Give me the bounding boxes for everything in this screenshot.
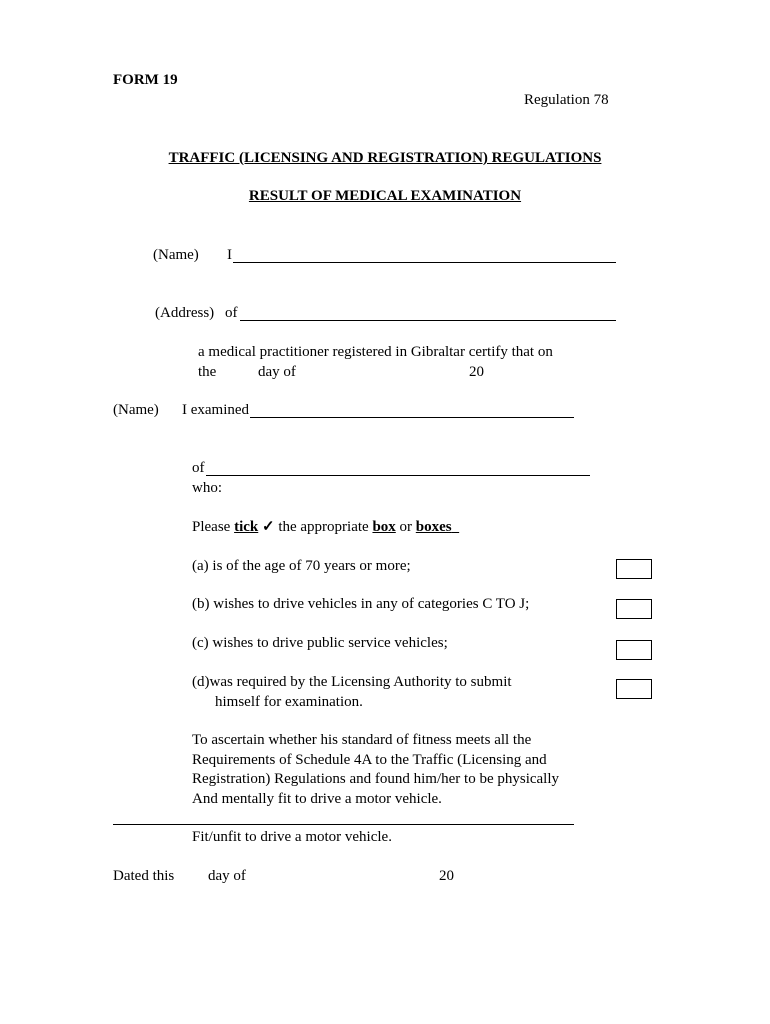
- patient-name-label: (Name): [113, 402, 159, 418]
- patient-examined-prefix: I examined: [182, 402, 250, 418]
- option-c-text: (c) wishes to drive public service vehicles;: [192, 635, 448, 651]
- regulation-reference: Regulation 78: [524, 92, 609, 108]
- option-b-text: (b) wishes to drive vehicles in any of categories C TO J;: [192, 596, 530, 612]
- certify-day-of: day of: [258, 364, 296, 380]
- certify-year: 20: [469, 364, 484, 380]
- certify-text: a medical practitioner registered in Gibraltar certify that on: [198, 344, 553, 360]
- paragraph-line-2: Requirements of Schedule 4A to the Traffic (Licensing and: [192, 752, 547, 768]
- practitioner-name-prefix: I: [227, 247, 232, 263]
- fit-unfit-field[interactable]: [113, 824, 574, 825]
- option-d-text-line1: (d)was required by the Licensing Authority to submit: [192, 674, 512, 690]
- patient-name-field[interactable]: [250, 417, 574, 418]
- instruction-please: Please: [192, 519, 231, 535]
- practitioner-name-field[interactable]: [233, 262, 616, 263]
- page-title: TRAFFIC (LICENSING AND REGISTRATION) REGULATIONS: [168, 150, 602, 166]
- practitioner-address-label: (Address): [155, 305, 215, 321]
- patient-who: who:: [192, 480, 222, 496]
- option-a-checkbox[interactable]: [616, 559, 652, 579]
- page-subtitle: RESULT OF MEDICAL EXAMINATION: [248, 188, 522, 204]
- practitioner-address-prefix: of: [225, 305, 238, 321]
- dated-year: 20: [439, 868, 454, 884]
- instruction-tick: tick: [234, 519, 259, 535]
- option-c-checkbox[interactable]: [616, 640, 652, 660]
- dated-this-label: Dated this: [113, 868, 175, 884]
- paragraph-line-1: To ascertain whether his standard of fitness meets all the: [192, 732, 532, 748]
- option-d-checkbox[interactable]: [616, 679, 652, 699]
- instruction-or: or: [399, 519, 413, 535]
- instruction-boxes: boxes: [415, 519, 452, 535]
- tick-mark-icon: ✓: [262, 519, 275, 535]
- practitioner-address-field[interactable]: [240, 320, 616, 321]
- instruction-box: box: [372, 519, 396, 535]
- instruction-the-appropriate: the appropriate: [278, 519, 369, 535]
- patient-address-prefix: of: [192, 460, 205, 476]
- dated-day-of: day of: [208, 868, 246, 884]
- tick-instruction: [192, 520, 459, 535]
- option-b-checkbox[interactable]: [616, 599, 652, 619]
- fit-unfit-label: Fit/unfit to drive a motor vehicle.: [192, 829, 392, 845]
- paragraph-line-4: And mentally fit to drive a motor vehicle.: [192, 791, 442, 807]
- paragraph-line-3: Registration) Regulations and found him/her to be physically: [192, 771, 560, 787]
- form-number: FORM 19: [113, 72, 178, 88]
- certify-the: the: [198, 364, 217, 380]
- practitioner-name-label: (Name): [153, 247, 199, 263]
- option-a-text: (a) is of the age of 70 years or more;: [192, 558, 411, 574]
- patient-address-field[interactable]: [206, 475, 590, 476]
- option-d-text-line2: himself for examination.: [215, 694, 363, 710]
